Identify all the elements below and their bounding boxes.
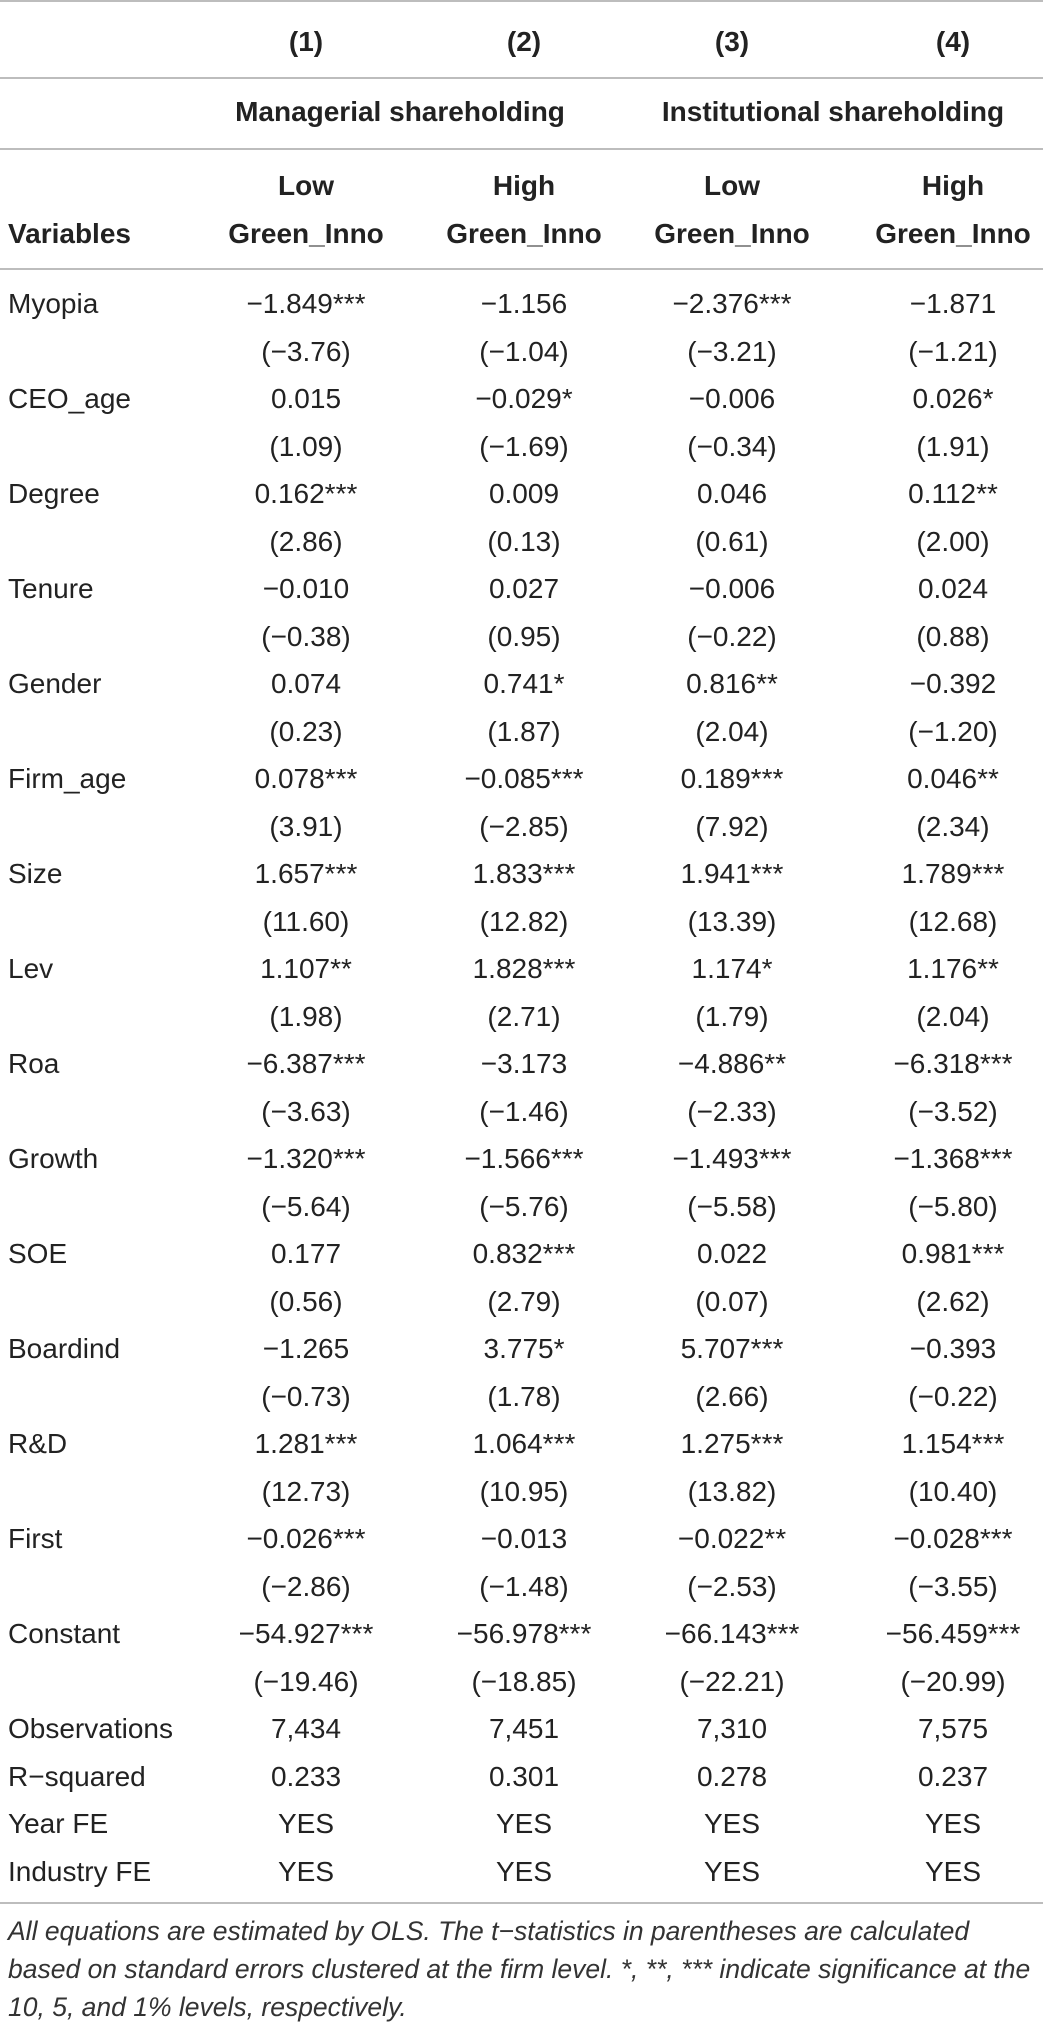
- coefficient-cell: 5.707***: [680, 1333, 784, 1364]
- t-statistic-cell: (−18.85): [471, 1666, 577, 1697]
- coefficient-cell: 0.981***: [901, 1238, 1005, 1269]
- statistic-cell: YES: [495, 1856, 553, 1887]
- table-bottom-rule: [0, 1902, 1043, 1904]
- coefficient-cell: 0.078***: [254, 763, 358, 794]
- coefficient-cell: −1.566***: [464, 1143, 584, 1174]
- coefficient-cell: 0.024: [917, 573, 989, 604]
- t-statistic-cell: (0.56): [269, 1286, 343, 1317]
- t-statistic-cell: (0.88): [916, 621, 990, 652]
- coefficient-cell: −1.368***: [893, 1143, 1013, 1174]
- t-statistic-cell: (0.61): [695, 526, 769, 557]
- coefficient-cell: 0.046**: [907, 763, 999, 794]
- coefficient-cell: −1.871: [909, 288, 997, 319]
- coefficient-cell: 0.177: [270, 1238, 342, 1269]
- header-rule-3: [0, 268, 1043, 270]
- coefficient-cell: 0.112**: [908, 478, 998, 509]
- coefficient-cell: −0.022**: [677, 1523, 787, 1554]
- t-statistic-cell: (−1.04): [479, 336, 569, 367]
- statistic-cell: YES: [924, 1856, 982, 1887]
- t-statistic-cell: (−5.64): [261, 1191, 351, 1222]
- coefficient-cell: 0.022: [696, 1238, 768, 1269]
- statistic-name: Observations: [8, 1713, 173, 1744]
- t-statistic-cell: (−2.33): [687, 1096, 777, 1127]
- t-statistic-cell: (13.39): [687, 906, 777, 937]
- coefficient-cell: 0.162***: [254, 478, 358, 509]
- coefficient-cell: −6.387***: [246, 1048, 366, 1079]
- statistic-cell: 7,434: [270, 1713, 342, 1744]
- variable-name: Lev: [8, 953, 54, 984]
- statistic-cell: 0.237: [917, 1761, 989, 1792]
- statistic-cell: YES: [703, 1808, 761, 1839]
- t-statistic-cell: (10.40): [908, 1476, 998, 1507]
- coefficient-cell: −0.028***: [893, 1523, 1013, 1554]
- t-statistic-cell: (0.07): [695, 1286, 769, 1317]
- coefficient-cell: −4.886**: [677, 1048, 787, 1079]
- header-rule-1: [0, 77, 1043, 79]
- t-statistic-cell: (−22.21): [679, 1666, 785, 1697]
- variable-name: First: [8, 1523, 63, 1554]
- variable-name: Size: [8, 858, 63, 889]
- coefficient-cell: −1.156: [480, 288, 568, 319]
- statistic-cell: YES: [703, 1856, 761, 1887]
- statistic-cell: YES: [277, 1856, 335, 1887]
- variable-name: CEO_age: [8, 383, 131, 414]
- statistic-cell: 0.301: [488, 1761, 560, 1792]
- coefficient-cell: 0.015: [270, 383, 342, 414]
- t-statistic-cell: (−19.46): [253, 1666, 359, 1697]
- subheader-4-line2: Green_Inno: [875, 218, 1031, 249]
- t-statistic-cell: (−0.73): [261, 1381, 351, 1412]
- variable-name: Growth: [8, 1143, 99, 1174]
- t-statistic-cell: (2.00): [916, 526, 990, 557]
- t-statistic-cell: (−20.99): [900, 1666, 1006, 1697]
- t-statistic-cell: (0.13): [487, 526, 561, 557]
- t-statistic-cell: (2.34): [916, 811, 990, 842]
- coefficient-cell: 0.009: [488, 478, 560, 509]
- t-statistic-cell: (10.95): [479, 1476, 569, 1507]
- coefficient-cell: 0.189***: [680, 763, 784, 794]
- coefficient-cell: −2.376***: [672, 288, 792, 319]
- coefficient-cell: −0.393: [909, 1333, 997, 1364]
- t-statistic-cell: (−3.63): [261, 1096, 351, 1127]
- coefficient-cell: −1.265: [262, 1333, 350, 1364]
- group-header-managerial: Managerial shareholding: [235, 96, 565, 127]
- coefficient-cell: −0.085***: [464, 763, 584, 794]
- statistic-cell: YES: [277, 1808, 335, 1839]
- statistic-cell: 7,451: [488, 1713, 560, 1744]
- coefficient-cell: 1.281***: [254, 1428, 358, 1459]
- t-statistic-cell: (−1.20): [908, 716, 998, 747]
- t-statistic-cell: (−1.46): [479, 1096, 569, 1127]
- coefficient-cell: 3.775*: [483, 1333, 565, 1364]
- t-statistic-cell: (7.92): [695, 811, 769, 842]
- coefficient-cell: −54.927***: [238, 1618, 374, 1649]
- t-statistic-cell: (−5.80): [908, 1191, 998, 1222]
- t-statistic-cell: (−5.58): [687, 1191, 777, 1222]
- t-statistic-cell: (1.79): [695, 1001, 769, 1032]
- variable-name: Constant: [8, 1618, 121, 1649]
- coefficient-cell: −56.459***: [885, 1618, 1021, 1649]
- variable-name: Firm_age: [8, 763, 127, 794]
- variable-name: Boardind: [8, 1333, 121, 1364]
- coefficient-cell: 1.789***: [901, 858, 1005, 889]
- statistic-cell: 7,310: [696, 1713, 768, 1744]
- coefficient-cell: 1.176**: [907, 953, 999, 984]
- coefficient-cell: −66.143***: [664, 1618, 800, 1649]
- statistic-cell: YES: [924, 1808, 982, 1839]
- coefficient-cell: 1.275***: [680, 1428, 784, 1459]
- coefficient-cell: −0.006: [688, 573, 776, 604]
- group-header-institutional: Institutional shareholding: [661, 96, 1005, 127]
- subheader-2-line2: Green_Inno: [446, 218, 602, 249]
- subheader-3-line2: Green_Inno: [654, 218, 810, 249]
- t-statistic-cell: (2.66): [695, 1381, 769, 1412]
- t-statistic-cell: (13.82): [687, 1476, 777, 1507]
- coefficient-cell: 0.816**: [686, 668, 778, 699]
- t-statistic-cell: (2.79): [487, 1286, 561, 1317]
- coefficient-cell: 1.941***: [680, 858, 784, 889]
- col-number-2: (2): [506, 26, 542, 57]
- t-statistic-cell: (12.68): [908, 906, 998, 937]
- statistic-cell: 0.278: [696, 1761, 768, 1792]
- coefficient-cell: 0.027: [488, 573, 560, 604]
- subheader-2-line1: High: [492, 170, 556, 201]
- t-statistic-cell: (2.04): [695, 716, 769, 747]
- t-statistic-cell: (1.78): [487, 1381, 561, 1412]
- variable-name: R&D: [8, 1428, 68, 1459]
- coefficient-cell: −1.493***: [672, 1143, 792, 1174]
- coefficient-cell: −1.320***: [246, 1143, 366, 1174]
- coefficient-cell: 0.741*: [483, 668, 565, 699]
- t-statistic-cell: (3.91): [269, 811, 343, 842]
- t-statistic-cell: (−1.21): [908, 336, 998, 367]
- coefficient-cell: −0.392: [909, 668, 997, 699]
- subheader-3-line1: Low: [704, 170, 760, 201]
- col-number-4: (4): [935, 26, 971, 57]
- variable-name: Myopia: [8, 288, 99, 319]
- coefficient-cell: 0.046: [696, 478, 768, 509]
- coefficient-cell: −6.318***: [893, 1048, 1013, 1079]
- col-number-1: (1): [288, 26, 324, 57]
- coefficient-cell: −1.849***: [246, 288, 366, 319]
- coefficient-cell: 1.174*: [691, 953, 773, 984]
- subheader-1-line2: Green_Inno: [228, 218, 384, 249]
- coefficient-cell: −0.006: [688, 383, 776, 414]
- statistic-name: Industry FE: [8, 1856, 152, 1887]
- coefficient-cell: 0.832***: [472, 1238, 576, 1269]
- table-footnote: All equations are estimated by OLS. The t−statistics in parentheses are calculated based on standard errors clustered at the firm level. *, **, *** indicate significance at the 10, 5, and 1% levels, respectively.: [8, 1916, 1031, 2022]
- statistic-cell: YES: [495, 1808, 553, 1839]
- coefficient-cell: 1.828***: [472, 953, 576, 984]
- t-statistic-cell: (−2.53): [687, 1571, 777, 1602]
- coefficient-cell: 0.074: [270, 668, 342, 699]
- t-statistic-cell: (2.71): [487, 1001, 561, 1032]
- t-statistic-cell: (−0.22): [687, 621, 777, 652]
- t-statistic-cell: (−3.76): [261, 336, 351, 367]
- t-statistic-cell: (11.60): [262, 906, 350, 937]
- t-statistic-cell: (2.86): [269, 526, 343, 557]
- statistic-cell: 7,575: [917, 1713, 989, 1744]
- t-statistic-cell: (−0.34): [687, 431, 777, 462]
- coefficient-cell: 1.154***: [901, 1428, 1005, 1459]
- statistic-name: Year FE: [8, 1808, 109, 1839]
- t-statistic-cell: (−0.22): [908, 1381, 998, 1412]
- t-statistic-cell: (1.91): [916, 431, 990, 462]
- t-statistic-cell: (−3.55): [908, 1571, 998, 1602]
- variable-name: Gender: [8, 668, 102, 699]
- coefficient-cell: −0.010: [262, 573, 350, 604]
- statistic-cell: 0.233: [270, 1761, 342, 1792]
- coefficient-cell: 1.064***: [472, 1428, 576, 1459]
- t-statistic-cell: (2.04): [916, 1001, 990, 1032]
- coefficient-cell: 1.657***: [254, 858, 358, 889]
- variables-header: Variables: [8, 218, 131, 249]
- variable-name: SOE: [8, 1238, 68, 1269]
- coefficient-cell: −0.026***: [246, 1523, 366, 1554]
- t-statistic-cell: (12.82): [479, 906, 569, 937]
- t-statistic-cell: (−1.69): [479, 431, 569, 462]
- coefficient-cell: −0.013: [480, 1523, 568, 1554]
- t-statistic-cell: (−3.21): [687, 336, 777, 367]
- t-statistic-cell: (−2.86): [261, 1571, 351, 1602]
- variable-name: Roa: [8, 1048, 60, 1079]
- statistic-name: R−squared: [8, 1761, 146, 1792]
- subheader-1-line1: Low: [278, 170, 334, 201]
- coefficient-cell: 1.833***: [472, 858, 576, 889]
- subheader-4-line1: High: [921, 170, 985, 201]
- t-statistic-cell: (−3.52): [908, 1096, 998, 1127]
- coefficient-cell: −3.173: [480, 1048, 568, 1079]
- coefficient-cell: 0.026*: [912, 383, 994, 414]
- t-statistic-cell: (−0.38): [261, 621, 351, 652]
- t-statistic-cell: (2.62): [916, 1286, 990, 1317]
- coefficient-cell: 1.107**: [260, 953, 352, 984]
- t-statistic-cell: (−1.48): [479, 1571, 569, 1602]
- t-statistic-cell: (−5.76): [479, 1191, 569, 1222]
- variable-name: Tenure: [8, 573, 94, 604]
- t-statistic-cell: (12.73): [261, 1476, 351, 1507]
- t-statistic-cell: (0.95): [487, 621, 561, 652]
- coefficient-cell: −56.978***: [456, 1618, 592, 1649]
- t-statistic-cell: (1.87): [487, 716, 561, 747]
- t-statistic-cell: (1.09): [269, 431, 343, 462]
- variable-name: Degree: [8, 478, 100, 509]
- t-statistic-cell: (−2.85): [479, 811, 569, 842]
- t-statistic-cell: (1.98): [269, 1001, 343, 1032]
- col-number-3: (3): [714, 26, 750, 57]
- header-rule-2: [0, 148, 1043, 150]
- table-top-rule: [0, 0, 1043, 2]
- coefficient-cell: −0.029*: [475, 383, 573, 414]
- t-statistic-cell: (0.23): [269, 716, 343, 747]
